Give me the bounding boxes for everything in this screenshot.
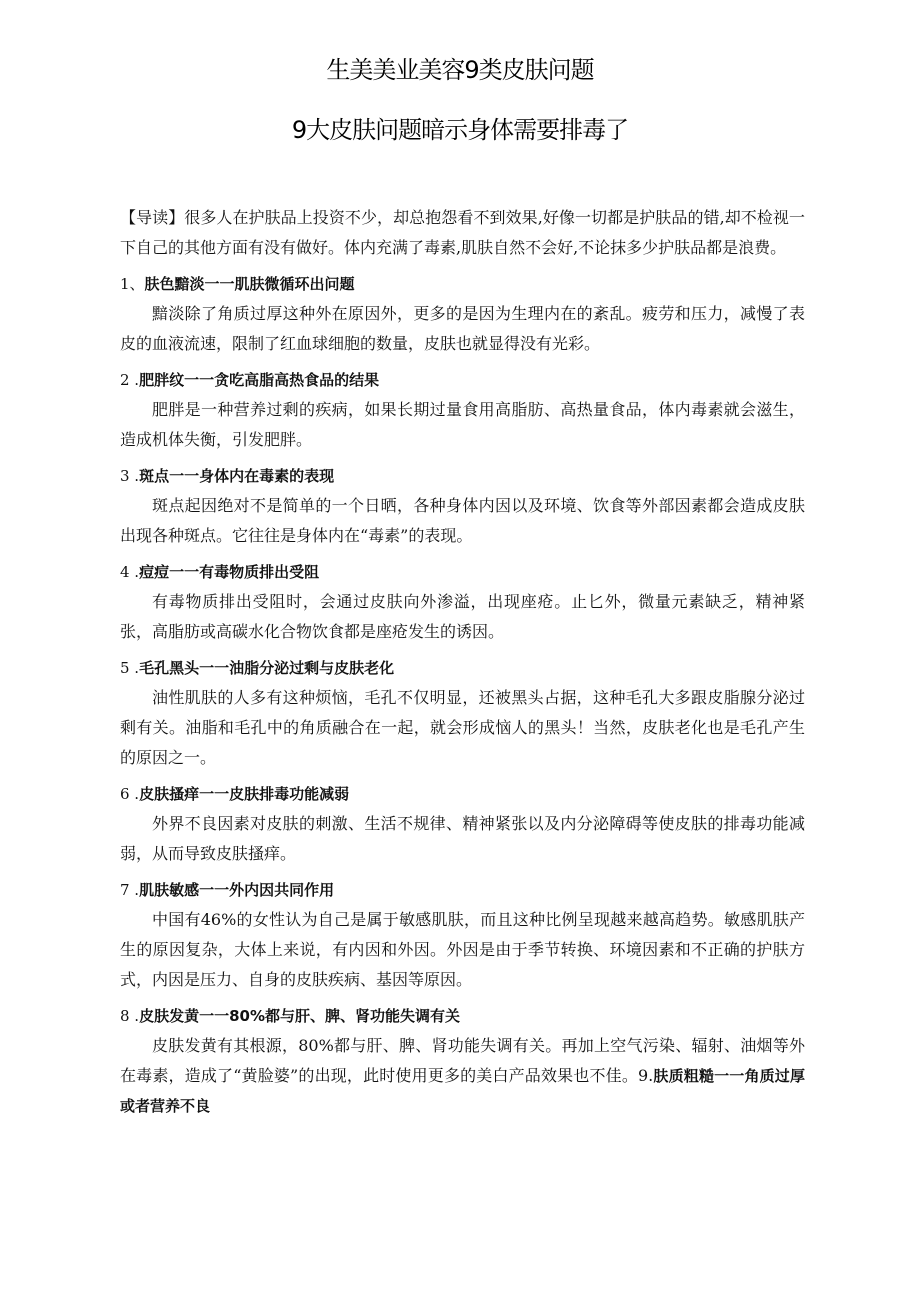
section-body-text: 皮肤发黄有其根源，80%都与肝、脾、肾功能失调有关。再加上空气污染、辐射、油烟等外在毒素，造成了“黄脸婆”的出现，此时使用更多的美白产品效果也不佳。9. <box>120 1036 805 1085</box>
section-number: 3 . <box>120 467 140 485</box>
section-title: 皮肤发黄一一80%都与肝、脾、肾功能失调有关 <box>139 1007 460 1025</box>
section-heading-6 <box>120 780 805 809</box>
section-title: 毛孔黑头一一油脂分泌过剩与皮肤老化 <box>139 659 395 677</box>
section-heading-9: 肤质粗糙一一角质过厚或者营养不良 <box>120 1067 805 1115</box>
section-number: 8 . <box>120 1007 140 1025</box>
section-heading-7 <box>120 876 805 905</box>
section-body-2: 肥胖是一种营养过剩的疾病，如果长期过量食用高脂肪、高热量食品，体内毒素就会滋生，造成机体失衡，引发肥胖。 <box>120 400 805 449</box>
section-title: 肌肤敏感一一外内因共同作用 <box>139 881 335 899</box>
section-title: 斑点一一身体内在毒素的表现 <box>139 467 335 485</box>
section-heading-8 <box>120 1002 805 1031</box>
section-title: 肥胖纹一一贪吃高脂高热食品的结果 <box>139 371 380 389</box>
section-number: 6 . <box>120 785 140 803</box>
section-body-5: 油性肌肤的人多有这种烦恼，毛孔不仅明显，还被黑头占据，这种毛孔大多跟皮脂腺分泌过剩有关。油脂和毛孔中的角质融合在一起，就会形成恼人的黑头！当然，皮肤老化也是毛孔产生的原因之一。 <box>120 688 805 767</box>
section-heading-5 <box>120 654 805 683</box>
section-heading-1 <box>120 270 805 299</box>
section-body-1: 黯淡除了角质过厚这种外在原因外，更多的是因为生理内在的紊乱。疲劳和压力，减慢了表皮的血液流速，限制了红血球细胞的数量，皮肤也就显得没有光彩。 <box>120 304 805 353</box>
section-heading-4 <box>120 558 805 587</box>
section-body-3: 斑点起因绝对不是简单的一个日晒，各种身体内因以及环境、饮食等外部因素都会造成皮肤出现各种斑点。它往往是身体内在“毒素”的表现。 <box>120 496 805 545</box>
section-title: 痘痘一一有毒物质排出受阻 <box>139 563 320 581</box>
document-subtitle: 9大皮肤问题暗示身体需要排毒了 <box>291 116 629 144</box>
section-body-8 <box>120 1031 805 1121</box>
section-body-4: 有毒物质排出受阻时，会通过皮肤向外渗溢，出现座疮。止匕外，微量元素缺乏，精神紧张，高脂肪或高碳水化合物饮食都是座疮发生的诱因。 <box>120 592 805 641</box>
section-number: 5 . <box>120 659 140 677</box>
section-body-7: 中国有46%的女性认为自己是属于敏感肌肤，而且这种比例呈现越来越高趋势。敏感肌肤产生的原因复杂，大体上来说，有内因和外因。外因是由于季节转换、环境因素和不正确的护肤方式，内因是压力、自身的皮肤疾病、基因等原因。 <box>120 910 805 989</box>
section-number: 4 . <box>120 563 140 581</box>
section-title: 皮肤搔痒一一皮肤排毒功能减弱 <box>139 785 350 803</box>
section-number: 2 . <box>120 371 140 389</box>
document-content <box>120 203 805 1121</box>
section-number: 1、 <box>120 275 145 293</box>
section-number: 7 . <box>120 881 140 899</box>
document-title: 生美美业美容9类皮肤问题 <box>326 56 594 84</box>
section-heading-3 <box>120 462 805 491</box>
section-title: 肤色黯淡一一肌肤微循环出问题 <box>144 275 355 293</box>
section-body-6: 外界不良因素对皮肤的刺激、生活不规律、精神紧张以及内分泌障碍等使皮肤的排毒功能减弱，从而导致皮肤搔痒。 <box>120 814 805 863</box>
section-heading-2 <box>120 366 805 395</box>
intro-paragraph: 【导读】很多人在护肤品上投资不少，却总抱怨看不到效果,好像一切都是护肤品的错,却不检视一下自己的其他方面有没有做好。体内充满了毒素,肌肤自然不会好,不论抹多少护肤品都是浪费。 <box>120 208 805 257</box>
